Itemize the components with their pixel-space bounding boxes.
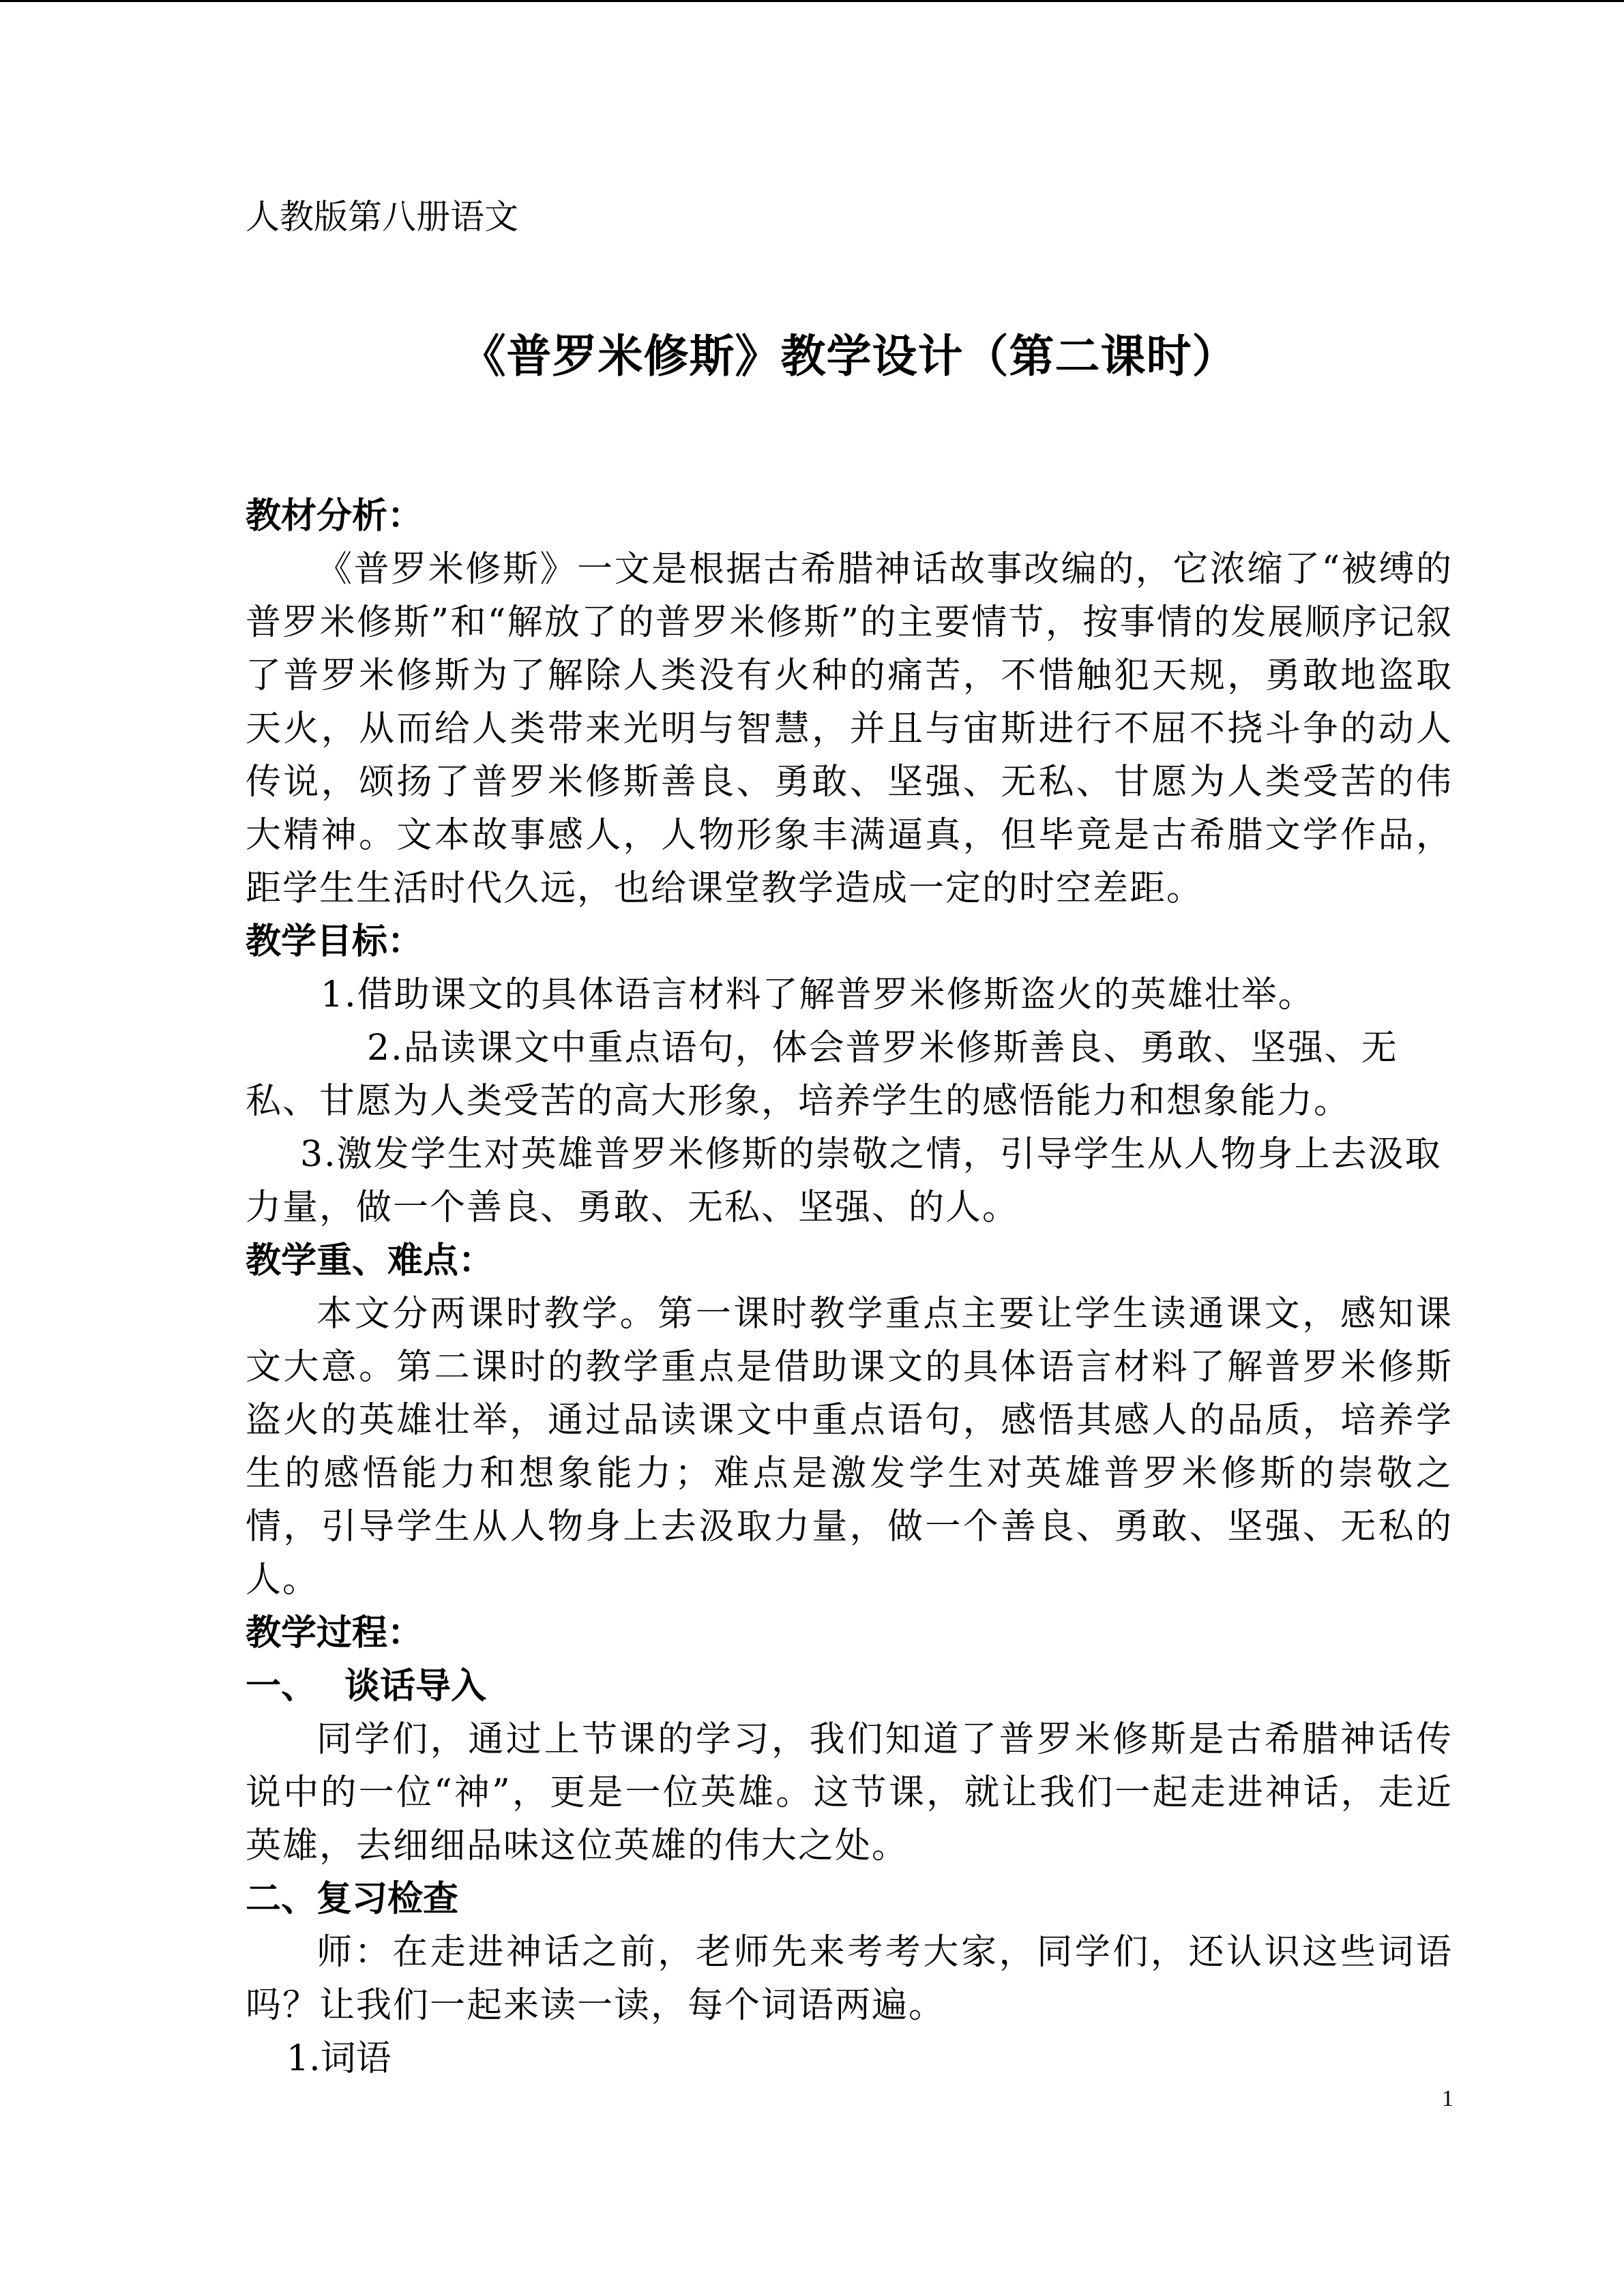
goal-item-3: 3.激发学生对英雄普罗米修斯的崇敬之情，引导学生从人物身上去汲取力量，做一个善良、勇敢、无私、坚强、的人。 (246, 1134, 1442, 1228)
step-2-paragraph: 师：在走进神话之前，老师先来考考大家，同学们，还认识这些词语吗？让我们一起来读一读，每个词语两遍。 (246, 1932, 1453, 2026)
analysis-paragraph: 《普罗米修斯》一文是根据古希腊神话故事改编的，它浓缩了“被缚的普罗米修斯”和“解放了的普罗米修斯”的主要情节，按事情的发展顺序记叙了普罗米修斯为了解除人类没有火种的痛苦，不惜触犯天规，勇敢地盗取天火，从而给人类带来光明与智慧，并且与宙斯进行不屈不挠斗争的动人传说，颂扬了普罗米修斯善良、勇敢、坚强、无私、甘愿为人类受苦的伟大精神。文本故事感人，人物形象丰满逼真，但毕竟是古希腊文学作品，距学生生活时代久远，也给课堂教学造成一定的时空差距。 (246, 549, 1453, 909)
step-2-heading: 二、复习检查 (246, 1878, 459, 1920)
step-1-title: 谈话导入 (344, 1665, 487, 1707)
document-content (246, 190, 1453, 2085)
document-title: 《普罗米修斯》教学设计（第二课时） (460, 329, 1238, 383)
focus-paragraph: 本文分两课时教学。第一课时教学重点主要让学生读通课文，感知课文大意。第二课时的教学重点是借助课文的具体语言材料了解普罗米修斯盗火的英雄壮举，通过品读课文中重点语句，感悟其感人的品质，培养学生的感悟能力和想象能力；难点是激发学生对英雄普罗米修斯的崇敬之情，引导学生从人物身上去汲取力量，做一个善良、勇敢、坚强、无私的人。 (246, 1294, 1453, 1600)
page-number: 1 (1442, 2086, 1453, 2111)
goals-heading: 教学目标： (246, 921, 424, 962)
process-heading: 教学过程： (246, 1612, 424, 1654)
step-1-heading (246, 1660, 1453, 1713)
focus-heading: 教学重、难点： (246, 1240, 494, 1281)
goal-item-2: 2.品读课文中重点语句，体会普罗米修斯善良、勇敢、坚强、无私、甘愿为人类受苦的高大形象，培养学生的感悟能力和想象能力。 (246, 1028, 1398, 1122)
step-1-number: 一、 (246, 1665, 317, 1707)
analysis-heading: 教材分析： (246, 495, 424, 537)
subject-line: 人教版第八册语文 (246, 197, 518, 237)
goal-item-1: 1.借助课文的具体语言材料了解普罗米修斯盗火的英雄壮举。 (321, 974, 1315, 1015)
list-item-1: 1.词语 (286, 2038, 392, 2079)
step-1-paragraph: 同学们，通过上节课的学习，我们知道了普罗米修斯是古希腊神话传说中的一位“神”，更是一位英雄。这节课，就让我们一起走进神话，走近英雄，去细细品味这位英雄的伟大之处。 (246, 1719, 1453, 1866)
